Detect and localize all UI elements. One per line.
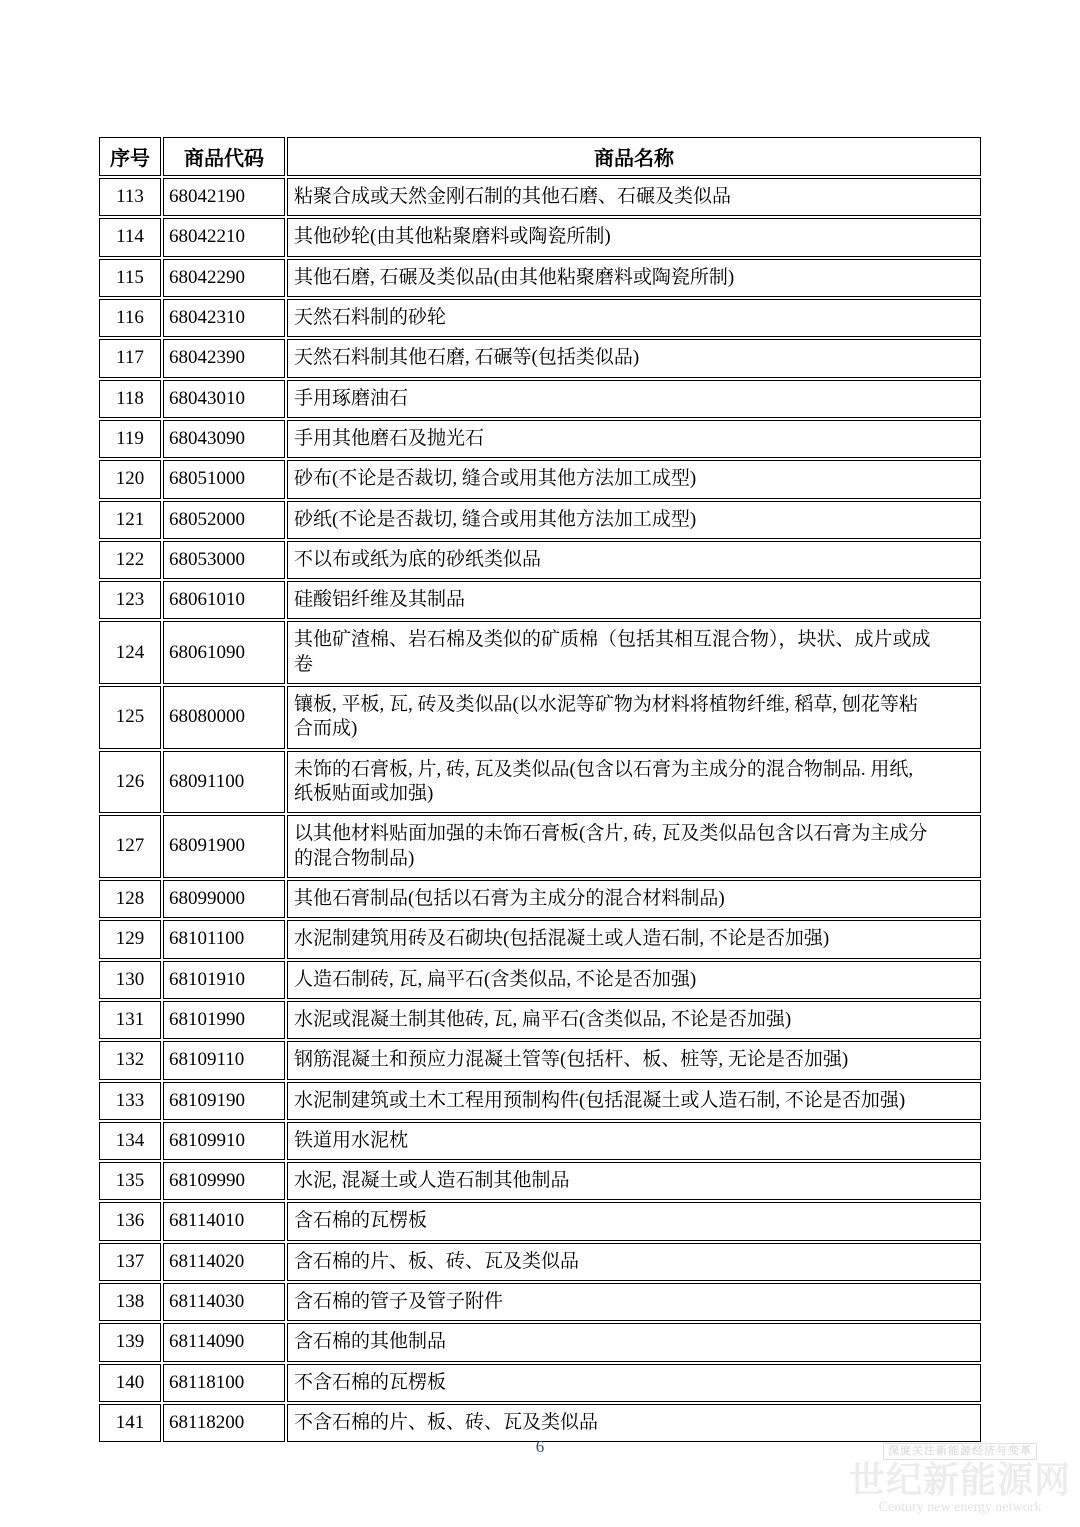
header-commodity-code: 商品代码 — [163, 137, 285, 176]
table-row — [99, 420, 981, 458]
commodity-name-cell: 砂纸(不论是否裁切, 缝合或用其他方法加工成型) — [287, 501, 981, 539]
table-row — [99, 920, 981, 958]
commodity-name-cell: 不含石棉的瓦楞板 — [287, 1364, 981, 1402]
commodity-code-cell: 68114090 — [163, 1323, 285, 1361]
commodity-code-cell: 68114030 — [163, 1283, 285, 1321]
table-row — [99, 686, 981, 749]
table-row — [99, 1041, 981, 1079]
commodity-name-cell: 手用其他磨石及抛光石 — [287, 420, 981, 458]
commodity-code-cell: 68114020 — [163, 1243, 285, 1281]
serial-number-cell: 126 — [99, 751, 161, 814]
commodity-name-cell: 天然石料制其他石磨, 石碾等(包括类似品) — [287, 339, 981, 377]
serial-number-cell: 131 — [99, 1001, 161, 1039]
commodity-code-cell: 68101100 — [163, 920, 285, 958]
commodity-code-cell: 68109990 — [163, 1162, 285, 1200]
commodity-name-cell: 手用琢磨油石 — [287, 380, 981, 418]
commodity-code-cell: 68043090 — [163, 420, 285, 458]
commodity-name-cell: 钢筋混凝土和预应力混凝土管等(包括杆、板、桩等, 无论是否加强) — [287, 1041, 981, 1079]
table-row — [99, 1243, 981, 1281]
table-row — [99, 339, 981, 377]
commodity-name-cell: 含石棉的管子及管子附件 — [287, 1283, 981, 1321]
serial-number-cell: 117 — [99, 339, 161, 377]
table-row — [99, 961, 981, 999]
commodity-name-cell: 水泥制建筑用砖及石砌块(包括混凝土或人造石制, 不论是否加强) — [287, 920, 981, 958]
table-row — [99, 218, 981, 256]
serial-number-cell: 121 — [99, 501, 161, 539]
commodity-name-cell: 砂布(不论是否裁切, 缝合或用其他方法加工成型) — [287, 460, 981, 498]
commodity-name-cell: 以其他材料贴面加强的未饰石膏板(含片, 砖, 瓦及类似品包含以石膏为主成分的混合物制品) — [287, 815, 981, 878]
serial-number-cell: 123 — [99, 581, 161, 619]
commodity-name-cell: 天然石料制的砂轮 — [287, 299, 981, 337]
serial-number-cell: 125 — [99, 686, 161, 749]
serial-number-cell: 134 — [99, 1122, 161, 1160]
serial-number-cell: 116 — [99, 299, 161, 337]
commodity-code-cell: 68109190 — [163, 1082, 285, 1120]
table-row — [99, 1001, 981, 1039]
commodity-code-cell: 68051000 — [163, 460, 285, 498]
serial-number-cell: 115 — [99, 259, 161, 297]
table-row — [99, 501, 981, 539]
commodity-code-cell: 68042210 — [163, 218, 285, 256]
table-row — [99, 1364, 981, 1402]
table-body — [99, 178, 981, 1442]
serial-number-cell: 141 — [99, 1404, 161, 1442]
serial-number-cell: 132 — [99, 1041, 161, 1079]
watermark-title: 世纪新能源网 — [848, 1460, 1071, 1501]
commodity-name-cell: 人造石制砖, 瓦, 扁平石(含类似品, 不论是否加强) — [287, 961, 981, 999]
serial-number-cell: 130 — [99, 961, 161, 999]
table-header-row — [99, 137, 981, 176]
serial-number-cell: 133 — [99, 1082, 161, 1120]
table-row — [99, 621, 981, 684]
commodity-code-cell: 68043010 — [163, 380, 285, 418]
serial-number-cell: 138 — [99, 1283, 161, 1321]
serial-number-cell: 127 — [99, 815, 161, 878]
table-row — [99, 380, 981, 418]
table-row — [99, 880, 981, 918]
serial-number-cell: 128 — [99, 880, 161, 918]
commodity-code-cell: 68061010 — [163, 581, 285, 619]
commodity-name-cell: 其他石磨, 石碾及类似品(由其他粘聚磨料或陶瓷所制) — [287, 259, 981, 297]
serial-number-cell: 122 — [99, 541, 161, 579]
table-row — [99, 1283, 981, 1321]
commodity-code-cell: 68109110 — [163, 1041, 285, 1079]
commodity-code-cell: 68042310 — [163, 299, 285, 337]
commodity-code-cell: 68101910 — [163, 961, 285, 999]
header-serial-number: 序号 — [99, 137, 161, 176]
commodity-code-cell: 68052000 — [163, 501, 285, 539]
table-row — [99, 1122, 981, 1160]
watermark — [846, 1441, 1074, 1516]
commodity-code-cell: 68042290 — [163, 259, 285, 297]
table-row — [99, 581, 981, 619]
commodity-name-cell: 不以布或纸为底的砂纸类似品 — [287, 541, 981, 579]
table-row — [99, 1202, 981, 1240]
serial-number-cell: 118 — [99, 380, 161, 418]
serial-number-cell: 124 — [99, 621, 161, 684]
commodity-code-cell: 68099000 — [163, 880, 285, 918]
commodity-name-cell: 硅酸铝纤维及其制品 — [287, 581, 981, 619]
commodity-name-cell: 水泥或混凝土制其他砖, 瓦, 扁平石(含类似品, 不论是否加强) — [287, 1001, 981, 1039]
commodity-code-cell: 68053000 — [163, 541, 285, 579]
commodity-name-cell: 其他砂轮(由其他粘聚磨料或陶瓷所制) — [287, 218, 981, 256]
serial-number-cell: 114 — [99, 218, 161, 256]
commodity-code-cell: 68042390 — [163, 339, 285, 377]
commodity-name-cell: 铁道用水泥枕 — [287, 1122, 981, 1160]
commodity-code-cell: 68091100 — [163, 751, 285, 814]
table-row — [99, 1323, 981, 1361]
commodity-name-cell: 水泥, 混凝土或人造石制其他制品 — [287, 1162, 981, 1200]
table-row — [99, 299, 981, 337]
commodity-code-cell: 68109910 — [163, 1122, 285, 1160]
commodity-name-cell: 水泥制建筑或土木工程用预制构件(包括混凝土或人造石制, 不论是否加强) — [287, 1082, 981, 1120]
commodity-table — [97, 135, 983, 1444]
serial-number-cell: 129 — [99, 920, 161, 958]
serial-number-cell: 139 — [99, 1323, 161, 1361]
table-row — [99, 815, 981, 878]
commodity-code-cell: 68101990 — [163, 1001, 285, 1039]
serial-number-cell: 113 — [99, 178, 161, 216]
page-number: 6 — [535, 1437, 545, 1456]
commodity-code-cell: 68080000 — [163, 686, 285, 749]
table-row — [99, 751, 981, 814]
commodity-name-cell: 含石棉的瓦楞板 — [287, 1202, 981, 1240]
commodity-name-cell: 含石棉的片、板、砖、瓦及类似品 — [287, 1243, 981, 1281]
serial-number-cell: 135 — [99, 1162, 161, 1200]
commodity-name-cell: 含石棉的其他制品 — [287, 1323, 981, 1361]
commodity-code-cell: 68114010 — [163, 1202, 285, 1240]
serial-number-cell: 120 — [99, 460, 161, 498]
table-row — [99, 178, 981, 216]
table-row — [99, 1082, 981, 1120]
table-row — [99, 1162, 981, 1200]
serial-number-cell: 119 — [99, 420, 161, 458]
commodity-name-cell: 其他石膏制品(包括以石膏为主成分的混合材料制品) — [287, 880, 981, 918]
commodity-name-cell: 镶板, 平板, 瓦, 砖及类似品(以水泥等矿物为材料将植物纤维, 稻草, 刨花等粘合而成) — [287, 686, 981, 749]
table-row — [99, 460, 981, 498]
serial-number-cell: 137 — [99, 1243, 161, 1281]
commodity-code-cell: 68061090 — [163, 621, 285, 684]
watermark-slogan-box — [846, 1441, 1074, 1460]
commodity-code-cell: 68042190 — [163, 178, 285, 216]
table-row — [99, 259, 981, 297]
table-row — [99, 541, 981, 579]
commodity-name-cell: 粘聚合成或天然金刚石制的其他石磨、石碾及类似品 — [287, 178, 981, 216]
commodity-name-cell: 未饰的石膏板, 片, 砖, 瓦及类似品(包含以石膏为主成分的混合物制品. 用纸, 纸板贴面或加强) — [287, 751, 981, 814]
serial-number-cell: 140 — [99, 1364, 161, 1402]
commodity-code-cell: 68118100 — [163, 1364, 285, 1402]
commodity-code-cell: 68118200 — [163, 1404, 285, 1442]
commodity-code-cell: 68091900 — [163, 815, 285, 878]
watermark-slogan: 深度关注新能源经济与变革 — [883, 1443, 1037, 1460]
serial-number-cell: 136 — [99, 1202, 161, 1240]
header-commodity-name: 商品名称 — [287, 137, 981, 176]
watermark-subtitle: Century new energy network — [878, 1499, 1042, 1515]
commodity-name-cell: 其他矿渣棉、岩石棉及类似的矿质棉（包括其相互混合物），块状、成片或成卷 — [287, 621, 981, 684]
commodity-name-cell: 不含石棉的片、板、砖、瓦及类似品 — [287, 1404, 981, 1442]
